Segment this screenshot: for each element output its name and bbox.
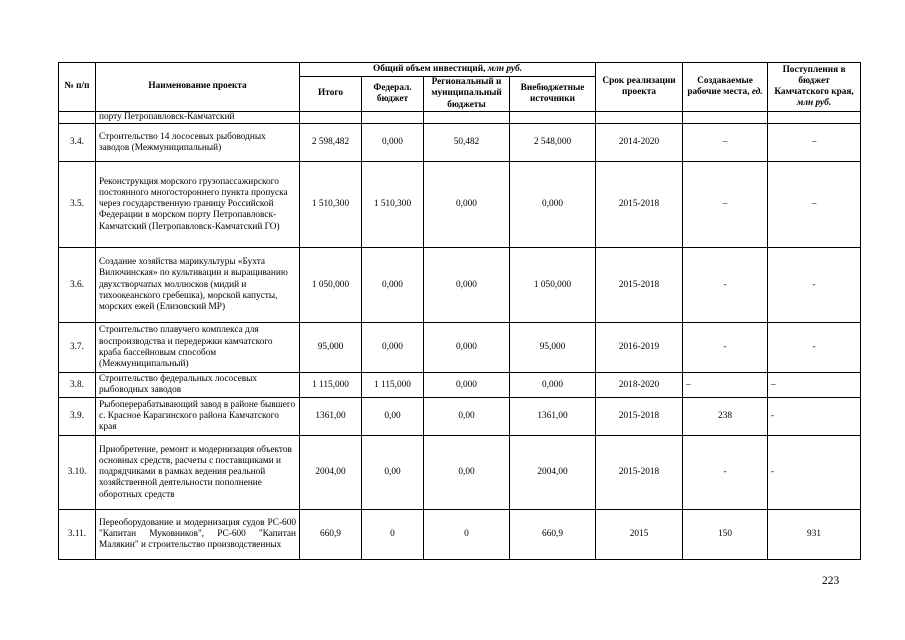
cell-total: 2 598,482 xyxy=(300,124,362,162)
cell-num: 3.10. xyxy=(59,436,96,510)
cell-total: 2004,00 xyxy=(300,436,362,510)
cell-term: 2015-2018 xyxy=(596,162,683,248)
cell-jobs: - xyxy=(683,323,768,373)
header-revenue: Поступления в бюджет Камчатского края, млн руб. xyxy=(768,63,861,112)
cell-total: 1 510,300 xyxy=(300,162,362,248)
cell-extra: 2004,00 xyxy=(510,436,596,510)
cell-revenue: – xyxy=(768,124,861,162)
cell-name: Реконструкция морского грузопассажирского постоянного многостороннего пункта пропуска через государственную границу Российской Федерации в морском порту Петропавловск-Камчатский (Петропавловск-Камчатский ГО) xyxy=(96,162,300,248)
header-jobs: Создаваемые рабочие места, ед. xyxy=(683,63,768,112)
cell-extra: 1361,00 xyxy=(510,398,596,436)
cell-federal: 0,000 xyxy=(362,124,424,162)
cell-federal: 0 xyxy=(362,510,424,560)
header-name: Наименование проекта xyxy=(96,63,300,112)
cell-revenue: - xyxy=(768,436,861,510)
cell-regional: 0 xyxy=(424,510,510,560)
header-extra: Внебюджетные источники xyxy=(510,77,596,112)
cell-name: Строительство плавучего комплекса для воспроизводства и передержки камчатского краба бассейновым способом (Межмуниципальный) xyxy=(96,323,300,373)
cell-num: 3.4. xyxy=(59,124,96,162)
table-row xyxy=(59,510,861,560)
cell-term: 2014-2020 xyxy=(596,124,683,162)
cell-jobs: 238 xyxy=(683,398,768,436)
cell-jobs: – xyxy=(683,162,768,248)
cell-federal: 0,00 xyxy=(362,398,424,436)
cell-num: 3.7. xyxy=(59,323,96,373)
cell-extra: 95,000 xyxy=(510,323,596,373)
cell-regional: 0,00 xyxy=(424,436,510,510)
cell-federal: 1 510,300 xyxy=(362,162,424,248)
cell-name: Создание хозяйства марикультуры «Бухта Вилючинская» по культивации и выращиванию двухстворчатых моллюсков (мидий и тихоокеанского гребешка), морской капусты, морских ежей (Елизовский МР) xyxy=(96,248,300,323)
cell-revenue: 931 xyxy=(768,510,861,560)
cell-jobs: - xyxy=(683,436,768,510)
cell-name: Рыбоперерабатывающий завод в районе бывшего с. Красное Карагинского района Камчатского края xyxy=(96,398,300,436)
investment-table xyxy=(58,62,861,560)
cell-extra: 660,9 xyxy=(510,510,596,560)
cell-num: 3.6. xyxy=(59,248,96,323)
cell-num: 3.9. xyxy=(59,398,96,436)
table-row xyxy=(59,323,861,373)
table-row xyxy=(59,162,861,248)
cell-total: 95,000 xyxy=(300,323,362,373)
cell-total: 1 115,000 xyxy=(300,373,362,398)
page-number: 223 xyxy=(822,575,840,587)
cell-term: 2016-2019 xyxy=(596,323,683,373)
cell-jobs: – xyxy=(683,124,768,162)
cell-jobs: – xyxy=(683,373,768,398)
header-total: Итого xyxy=(300,77,362,112)
cell-num xyxy=(59,112,96,124)
cell-regional: 50,482 xyxy=(424,124,510,162)
cell-term: 2015-2018 xyxy=(596,248,683,323)
header-federal: Федерал. бюджет xyxy=(362,77,424,112)
cell-term: 2018-2020 xyxy=(596,373,683,398)
cell-total: 660,9 xyxy=(300,510,362,560)
cell-revenue: - xyxy=(768,398,861,436)
cell-extra: 1 050,000 xyxy=(510,248,596,323)
cell-term: 2015 xyxy=(596,510,683,560)
cell-regional: 0,000 xyxy=(424,323,510,373)
table-row xyxy=(59,124,861,162)
header-term: Срок реализации проекта xyxy=(596,63,683,112)
cell-num: 3.11. xyxy=(59,510,96,560)
cell-term: 2015-2018 xyxy=(596,398,683,436)
cell-name: Приобретение, ремонт и модернизация объектов основных средств, расчеты с поставщиками и подрядчиками в рамках ведения реальной хозяйственной деятельности пополнение оборотных средств xyxy=(96,436,300,510)
cell-jobs: 150 xyxy=(683,510,768,560)
cell-num: 3.8. xyxy=(59,373,96,398)
cell-extra: 0,000 xyxy=(510,373,596,398)
cell-federal: 0,000 xyxy=(362,248,424,323)
cell-revenue: – xyxy=(768,373,861,398)
cell-federal: 1 115,000 xyxy=(362,373,424,398)
cell-name: Строительство федеральных лососевых рыбоводных заводов xyxy=(96,373,300,398)
cell-regional: 0,00 xyxy=(424,398,510,436)
cell-regional: 0,000 xyxy=(424,248,510,323)
cell-federal: 0,00 xyxy=(362,436,424,510)
table-row-continuation xyxy=(59,112,861,124)
cell-name: Строительство 14 лососевых рыбоводных заводов (Межмуниципальный) xyxy=(96,124,300,162)
table-row xyxy=(59,373,861,398)
table-row xyxy=(59,398,861,436)
cell-revenue: - xyxy=(768,248,861,323)
table-row xyxy=(59,436,861,510)
cell-regional: 0,000 xyxy=(424,373,510,398)
cell-federal: 0,000 xyxy=(362,323,424,373)
cell-term: 2015-2018 xyxy=(596,436,683,510)
table-row xyxy=(59,248,861,323)
cell-extra: 2 548,000 xyxy=(510,124,596,162)
cell-name: порту Петропавловск-Камчатский xyxy=(96,112,300,124)
cell-regional: 0,000 xyxy=(424,162,510,248)
cell-jobs: - xyxy=(683,248,768,323)
cell-name: Переоборудование и модернизация судов РС-600 "Капитан Муковников", РС-600 "Капитан Малякин" и строительство производственных xyxy=(96,510,300,560)
cell-revenue: - xyxy=(768,323,861,373)
header-num: № п/п xyxy=(59,63,96,112)
cell-total: 1361,00 xyxy=(300,398,362,436)
header-regional: Региональный и муниципальный бюджеты xyxy=(424,77,510,112)
cell-num: 3.5. xyxy=(59,162,96,248)
cell-extra: 0,000 xyxy=(510,162,596,248)
header-invest-group: Общий объем инвестиций, млн руб. xyxy=(300,63,596,77)
cell-total: 1 050,000 xyxy=(300,248,362,323)
cell-revenue: – xyxy=(768,162,861,248)
